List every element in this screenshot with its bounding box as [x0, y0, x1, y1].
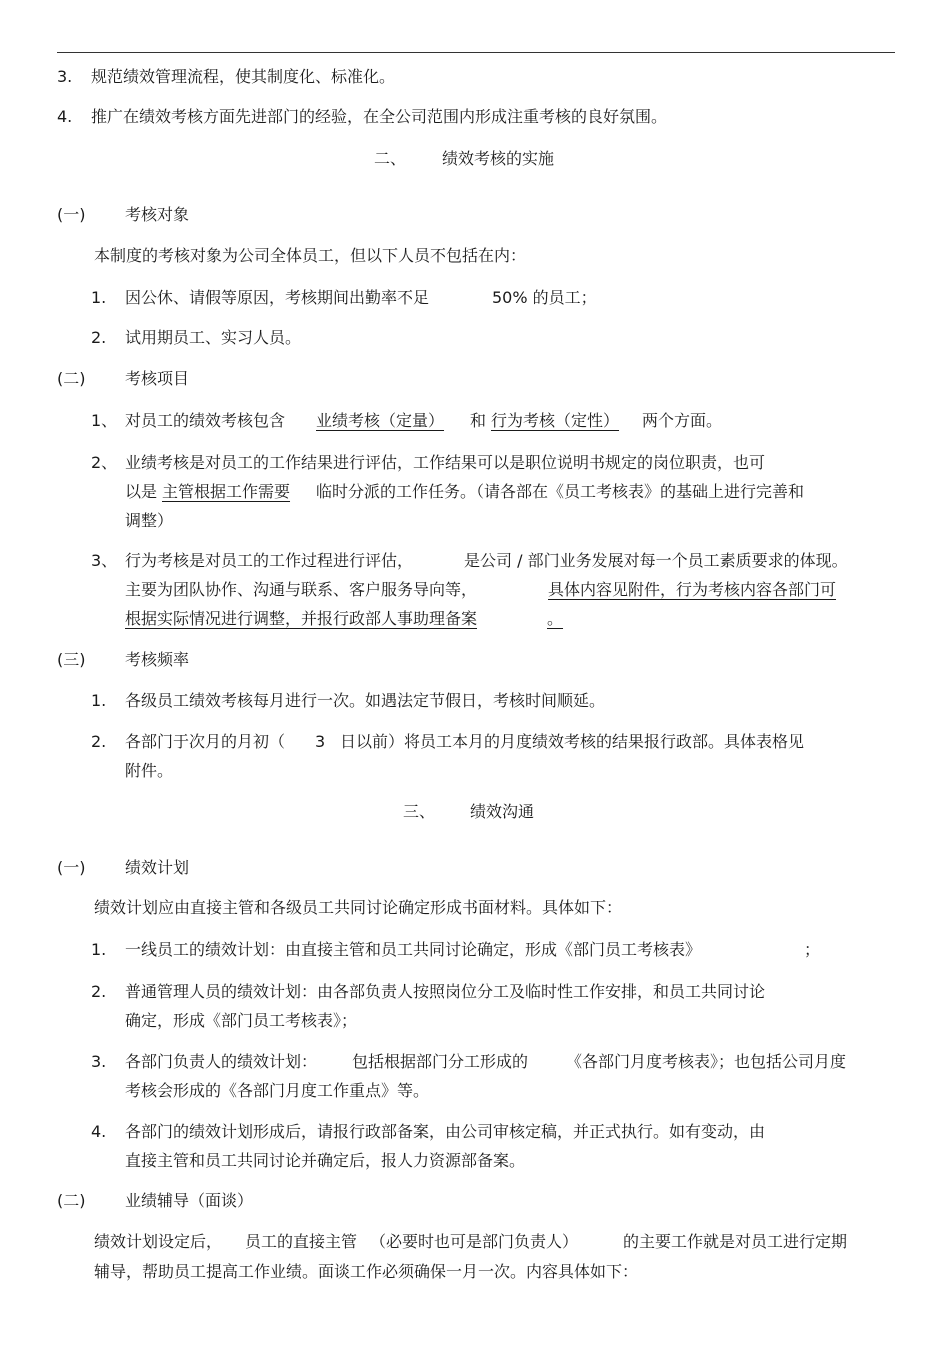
goal-item-3-text: 规范绩效管理流程，使其制度化、标准化。	[91, 67, 396, 86]
sub-2-2-item-1-text-c: 两个方面。	[642, 411, 723, 430]
sub-2-3-item-2-line-1-a: 各部门于次月的月初（	[125, 732, 286, 751]
sub-2-3-title: 考核频率	[125, 650, 190, 669]
sub-3-2-line-1-b: 员工的直接主管	[245, 1232, 358, 1251]
sub-3-2-number: (二)	[57, 1191, 86, 1210]
sub-2-1-item-1-value: 50% 的员工；	[492, 288, 597, 307]
sub-2-3-item-2-line-1-c: 日以前）将员工本月的月度绩效考核的结果报行政部。具体表格见	[340, 732, 805, 751]
goal-item-4-text: 推广在绩效考核方面先进部门的经验，在全公司范围内形成注重考核的良好氛围。	[91, 107, 668, 126]
goal-item-3-number: 3.	[57, 67, 73, 86]
sub-3-1-item-3-line-1-c: 《各部门月度考核表》；也包括公司月度	[566, 1052, 847, 1071]
sub-3-1-item-2-line-2: 确定，形成《部门员工考核表》；	[125, 1011, 358, 1030]
sub-2-3-item-2-number: 2.	[91, 732, 107, 751]
sub-2-2-item-2-underlined: 主管根据工作需要	[162, 482, 291, 501]
sub-2-2-item-3-number: 3、	[91, 551, 118, 570]
sub-2-2-item-2-line-2-a: 以是	[125, 482, 158, 501]
sub-3-1-item-1-text: 一线员工的绩效计划：由直接主管和员工共同讨论确定，形成《部门员工考核表》	[125, 940, 702, 959]
sub-3-1-item-3-line-2: 考核会形成的《各部门月度工作重点》等。	[125, 1081, 430, 1100]
sub-2-2-item-1-text-b: 和	[470, 411, 487, 430]
sub-3-1-item-2-line-1: 普通管理人员的绩效计划：由各部负责人按照岗位分工及临时性工作安排，和员工共同讨论	[125, 982, 766, 1001]
sub-2-2-title: 考核项目	[125, 369, 190, 388]
sub-2-3-number: (三)	[57, 650, 86, 669]
sub-2-2-item-2-line-2-b: 临时分派的工作任务。（请各部在《员工考核表》的基础上进行完善和	[316, 482, 805, 501]
sub-2-1-item-1-number: 1.	[91, 288, 107, 307]
sub-3-1-item-4-line-1: 各部门的绩效计划形成后，请报行政部备案，由公司审核定稿，并正式执行。如有变动，由	[125, 1122, 766, 1141]
sub-3-2-line-2: 辅导，帮助员工提高工作业绩。面谈工作必须确保一月一次。内容具体如下：	[94, 1262, 639, 1281]
sub-3-1-item-4-line-2: 直接主管和员工共同讨论并确定后，报人力资源部备案。	[125, 1151, 526, 1170]
sub-3-1-item-3-line-1-b: 包括根据部门分工形成的	[352, 1052, 529, 1071]
sub-3-2-title: 业绩辅导（面谈）	[125, 1191, 254, 1210]
sub-2-2-item-2-number: 2、	[91, 453, 118, 472]
sub-2-3-item-2-line-2: 附件。	[125, 761, 174, 780]
sub-3-1-item-4-number: 4.	[91, 1122, 107, 1141]
sub-2-2-item-1-number: 1、	[91, 411, 118, 430]
sub-2-2-item-1-underlined-2: 行为考核（定性）	[491, 411, 620, 430]
sub-2-2-item-3-underlined-2: 根据实际情况进行调整，并报行政部人事助理备案	[125, 609, 478, 628]
sub-3-1-item-3-line-1-a: 各部门负责人的绩效计划：	[125, 1052, 318, 1071]
sub-3-2-line-1-d: 的主要工作就是对员工进行定期	[623, 1232, 848, 1251]
section-3-title: 绩效沟通	[470, 802, 535, 821]
sub-3-1-item-2-number: 2.	[91, 982, 107, 1001]
sub-3-2-line-1-c: （必要时也可是部门负责人）	[370, 1232, 579, 1251]
sub-2-2-item-3-line-1-a: 行为考核是对员工的工作过程进行评估，	[125, 551, 414, 570]
sub-3-2-line-1-a: 绩效计划设定后，	[94, 1232, 223, 1251]
sub-3-1-title: 绩效计划	[125, 858, 190, 877]
header-rule	[57, 52, 895, 53]
sub-2-1-title: 考核对象	[125, 205, 190, 224]
sub-2-3-item-1-text: 各级员工绩效考核每月进行一次。如遇法定节假日，考核时间顺延。	[125, 691, 606, 710]
sub-2-2-item-3-line-1-b: 是公司 / 部门业务发展对每一个员工素质要求的体现。	[464, 551, 848, 570]
sub-2-2-item-3-underlined-1: 具体内容见附件，行为考核内容各部门可	[548, 580, 837, 599]
sub-2-1-item-1-text: 因公休、请假等原因，考核期间出勤率不足	[125, 288, 430, 307]
section-3-number: 三、	[403, 802, 436, 821]
sub-2-2-item-1-underlined-1: 业绩考核（定量）	[316, 411, 445, 430]
sub-2-2-item-3-line-2-a: 主要为团队协作、沟通与联系、客户服务导向等，	[125, 580, 478, 599]
sub-2-2-item-2-line-3: 调整）	[125, 511, 174, 530]
section-2-number: 二、	[374, 149, 407, 168]
sub-2-1-number: (一)	[57, 205, 86, 224]
sub-3-1-item-3-number: 3.	[91, 1052, 107, 1071]
section-2-title: 绩效考核的实施	[442, 149, 555, 168]
sub-2-3-item-1-number: 1.	[91, 691, 107, 710]
goal-item-4-number: 4.	[57, 107, 73, 126]
sub-2-2-number: (二)	[57, 369, 86, 388]
sub-2-1-item-2-text: 试用期员工、实习人员。	[125, 328, 302, 347]
sub-2-1-intro: 本制度的考核对象为公司全体员工，但以下人员不包括在内：	[94, 246, 527, 265]
sub-2-3-item-2-line-1-b: 3	[315, 732, 326, 751]
sub-2-1-item-2-number: 2.	[91, 328, 107, 347]
sub-3-1-item-1-number: 1.	[91, 940, 107, 959]
sub-3-1-item-1-end: ；	[804, 940, 821, 959]
sub-3-1-number: (一)	[57, 858, 86, 877]
sub-2-2-item-3-line-3-end: 。	[547, 609, 564, 628]
sub-2-2-item-1-text-a: 对员工的绩效考核包含	[125, 411, 286, 430]
sub-2-2-item-2-line-1: 业绩考核是对员工的工作结果进行评估，工作结果可以是职位说明书规定的岗位职责，也可	[125, 453, 766, 472]
sub-3-1-intro: 绩效计划应由直接主管和各级员工共同讨论确定形成书面材料。具体如下：	[94, 898, 623, 917]
